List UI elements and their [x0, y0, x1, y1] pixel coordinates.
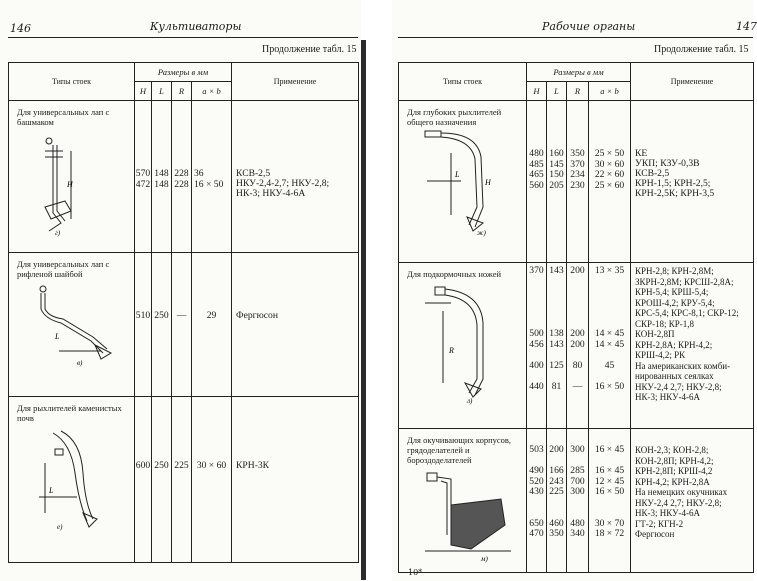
col-header-l: L — [152, 82, 172, 101]
page-number-right: 147 — [736, 20, 757, 33]
application-text: КРН-3К — [232, 397, 359, 563]
header-rule-right — [398, 37, 753, 38]
application-text: Фергюсон — [232, 253, 359, 397]
svg-text:H: H — [67, 180, 73, 189]
stand-type-label: Для подкормочных ножей — [407, 269, 502, 279]
table-row: Для универсальных лап с рифленой шайбой L в) 510 250 — 29 Фергюсон — [9, 253, 359, 397]
col-header-types: Типы стоек — [399, 63, 527, 101]
svg-text:л): л) — [467, 397, 473, 405]
page-number-left: 146 — [10, 22, 31, 35]
stand-type-label: Для окучивающих корпусов, грядоделателей и бороздоделателей — [407, 435, 512, 465]
table-row: Для рыхлителей каменистых почв L е) 600 250 225 30 × 60 КРН-3К — [9, 397, 359, 563]
stand-drawing — [31, 127, 91, 237]
stands-table-left — [8, 62, 359, 563]
stand-type-label: Для рыхлителей каменистых почв — [17, 403, 122, 423]
stand-drawing — [421, 127, 511, 237]
continuation-label-left: Продолжение табл. 15 — [262, 44, 357, 55]
stands-table-right — [398, 62, 754, 573]
table-row: Для глубоких рыхлителей общего назначения L H ж) 480 485 465 560 160 145 150 205 350 370 234 230 25 × 50 30 × 60 22 × 60 25 × 60 КЕ УКП; КЗУ-0,3В КСВ-2,5 КРН-1,5; КРН-2,5; КРН-2,5К; КРН-3,5 — [399, 101, 754, 263]
col-header-h: H — [527, 82, 547, 101]
svg-text:H: H — [485, 178, 491, 187]
table-row: Для универсальных лап с башмаком H г) 570 472 148 148 228 228 36 16 × 50 КСВ-2,5 НКУ-2,4-2,7; НКУ-2,8; НК-3; НКУ-4-6А — [9, 101, 359, 253]
stand-type-label: Для глубоких рыхлителей общего назначения — [407, 107, 502, 127]
stand-type-label: Для универсальных лап с рифленой шайбой — [17, 259, 110, 279]
svg-text:R: R — [449, 346, 454, 355]
col-header-sizes: Размеры в мм — [135, 63, 232, 82]
application-text: КЕ УКП; КЗУ-0,3В КСВ-2,5 КРН-1,5; КРН-2,5; КРН-2,5К; КРН-3,5 — [631, 101, 754, 263]
application-text: КРН-2,8; КРН-2,8М; ЗКРН-2,8М; КРСШ-2,8А; КРН-5,4; КРШ-5,4; КРОШ-4,2; КРУ-5,4; КРС-5,4; КРС-8,1; СКР-12; СКР-18; КР-1,8 КОН-2,8П КРН-2,8А; КРН-4,2; КРШ-4,2; РК На американских комби- нированных сеялках НКУ-2,4 2,7; НКУ-2,8; НК-3; НКУ-4-6А — [631, 263, 754, 429]
table-row: Для окучивающих корпусов, грядоделателей и бороздоделателей м) 503 490 520 430 650 470 200 166 243 225 460 350 300 285 700 300 480 340 16 × 45 16 × 45 12 × 45 16 × 50 30 × 70 18 × 72 КОН-2,3; КОН-2,8; КОН-2,8П; КРН-4,2; КРН-2,8П; КРШ-4,2 КРН-4,2; КРН-2,8А На немецких окучниках НКУ-2,4 2,7; НКУ-2,8; НК-3; НКУ-4-6А ГТ-2; КГН-2 Фергюсон — [399, 429, 754, 573]
svg-text:в): в) — [77, 359, 83, 367]
header-rule-left — [8, 37, 358, 38]
stand-drawing — [31, 279, 121, 369]
stand-drawing — [31, 423, 111, 533]
stand-drawing — [421, 279, 511, 405]
signature-mark: 10* — [408, 568, 423, 577]
col-header-r: R — [172, 82, 192, 101]
svg-text:е): е) — [57, 523, 63, 531]
col-header-h: H — [135, 82, 152, 101]
running-title-left: Культиваторы — [150, 20, 242, 33]
col-header-l: L — [547, 82, 567, 101]
svg-text:L: L — [55, 332, 60, 341]
col-header-ab: a × b — [589, 82, 631, 101]
stand-type-label: Для универсальных лап с башмаком — [17, 107, 110, 127]
running-title-right: Рабочие органы — [542, 20, 636, 33]
col-header-sizes: Размеры в мм — [527, 63, 631, 82]
left-page — [0, 0, 361, 581]
col-header-r: R — [567, 82, 589, 101]
application-text: КСВ-2,5 НКУ-2,4-2,7; НКУ-2,8; НК-3; НКУ-4-6А — [232, 101, 359, 253]
right-page — [392, 0, 757, 581]
svg-text:ж): ж) — [477, 229, 486, 237]
table-row: Для подкормочных ножей R л) 370 500 456 400 440 143 138 143 125 81 200 200 200 80 — 13 × 35 14 × 45 14 × 45 45 16 × 50 КРН-2,8; КРН-2,8М; ЗКРН-2,8М; КРСШ-2,8А; КРН-5,4; КРШ-5,4; КРОШ-4,2; КРУ-5,4; КРС-5,4; КРС-8,1; СКР-12; СКР-18; КР-1,8 КОН-2,8П КРН-2,8А; КРН-4,2; КРШ-4,2; РК На американских комби- нированных сеялках НКУ-2,4 2,7; НКУ-2,8; НК-3; НКУ-4-6А — [399, 263, 754, 429]
col-header-types: Типы стоек — [9, 63, 135, 101]
svg-text:г): г) — [55, 229, 61, 237]
svg-text:L: L — [455, 170, 460, 179]
book-gutter — [361, 0, 392, 581]
continuation-label-right: Продолжение табл. 15 — [654, 44, 749, 55]
svg-text:L: L — [49, 486, 54, 495]
col-header-ab: a × b — [192, 82, 232, 101]
svg-text:м): м) — [481, 555, 488, 563]
stand-drawing — [421, 465, 521, 565]
application-text: КОН-2,3; КОН-2,8; КОН-2,8П; КРН-4,2; КРН-2,8П; КРШ-4,2 КРН-4,2; КРН-2,8А На немецких окучниках НКУ-2,4 2,7; НКУ-2,8; НК-3; НКУ-4-6А ГТ-2; КГН-2 Фергюсон — [631, 429, 754, 573]
col-header-use: Применение — [232, 63, 359, 101]
col-header-use: Применение — [631, 63, 754, 101]
